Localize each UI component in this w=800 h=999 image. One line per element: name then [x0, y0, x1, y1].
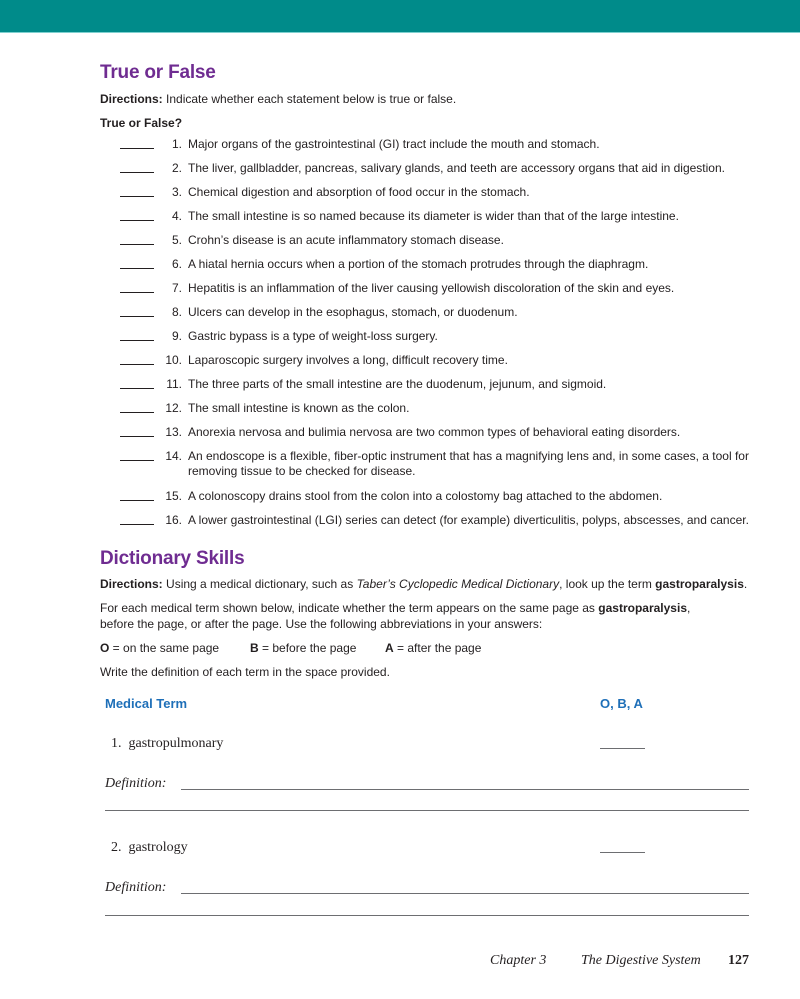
legend-item-a [385, 641, 481, 655]
answer-blank[interactable] [120, 292, 154, 293]
item-statement: The three parts of the small intestine are the duodenum, jejunum, and sigmoid. [188, 377, 607, 391]
answer-blank[interactable] [120, 436, 154, 437]
definition-label: Definition: [105, 776, 167, 791]
item-statement: Anorexia nervosa and bulimia nervosa are two common types of behavioral eating disorders. [188, 425, 681, 439]
section-heading-dictionary-skills: Dictionary Skills [100, 548, 245, 569]
column-heading-medical-term: Medical Term [105, 696, 188, 711]
true-false-subheading: True or False? [100, 116, 183, 130]
footer-chapter-title: The Digestive System [581, 953, 701, 968]
item-statement: Laparoscopic surgery involves a long, difficult recovery time. [188, 353, 508, 367]
footer-chapter: Chapter 3 [490, 953, 547, 968]
answer-blank[interactable] [120, 388, 154, 389]
definition-answer-line[interactable] [105, 810, 749, 811]
section-heading-true-false: True or False [100, 62, 216, 83]
answer-blank[interactable] [120, 460, 154, 461]
directions-label: Directions: [100, 577, 163, 591]
item-statement: A hiatal hernia occurs when a portion of the stomach protrudes through the diaphragm. [188, 257, 649, 271]
legend-key: A [385, 641, 394, 655]
lookup-term: gastroparalysis [598, 601, 687, 615]
legend-text: = after the page [393, 641, 482, 655]
answer-blank[interactable] [120, 220, 154, 221]
item-statement: Major organs of the gastrointestinal (GI) tract include the mouth and stomach. [188, 137, 600, 151]
item-number: 5. [171, 233, 182, 247]
definition-answer-line[interactable] [181, 789, 749, 790]
answer-blank[interactable] [120, 412, 154, 413]
item-number: 16. [165, 513, 182, 527]
legend-text: = on the same page [109, 641, 220, 655]
header-band [0, 0, 800, 33]
answer-blank[interactable] [120, 364, 154, 365]
instruction-text: For each medical term shown below, indicate whether the term appears on the same page as [100, 601, 599, 615]
term-text: gastrology [128, 840, 188, 855]
dictionary-instructions-line1 [100, 601, 690, 615]
legend-text: = before the page [258, 641, 357, 655]
lookup-term: gastroparalysis [655, 577, 744, 591]
answer-blank[interactable] [120, 268, 154, 269]
legend-key: O [100, 641, 110, 655]
term-number: 2. [111, 840, 122, 855]
dictionary-title: Taber’s Cyclopedic Medical Dictionary [356, 577, 560, 591]
directions-text: Indicate whether each statement below is true or false. [162, 92, 457, 106]
item-statement: The small intestine is so named because its diameter is wider than that of the large intestine. [188, 209, 679, 223]
item-statement: Chemical digestion and absorption of food occur in the stomach. [188, 185, 530, 199]
item-statement: Hepatitis is an inflammation of the liver causing yellowish discoloration of the skin and eyes. [188, 281, 675, 295]
item-number: 13. [165, 425, 182, 439]
item-number: 9. [171, 329, 182, 343]
item-statement: Gastric bypass is a type of weight-loss surgery. [188, 329, 438, 343]
item-number: 6. [171, 257, 182, 271]
footer-page-number: 127 [728, 953, 749, 968]
answer-blank[interactable] [120, 148, 154, 149]
directions-text: , look up the term [559, 577, 656, 591]
column-heading-oba: O, B, A [600, 696, 643, 711]
item-statement: Ulcers can develop in the esophagus, stomach, or duodenum. [188, 305, 518, 319]
directions-label: Directions: [100, 92, 163, 106]
item-statement: A lower gastrointestinal (LGI) series can detect (for example) diverticulitis, polyps, abscesses, and cancer. [188, 513, 749, 527]
abbreviation-legend [100, 641, 481, 655]
item-number: 10. [165, 353, 182, 367]
true-false-directions [100, 92, 456, 106]
answer-blank[interactable] [120, 316, 154, 317]
item-number: 2. [171, 161, 182, 175]
directions-text: . [743, 577, 748, 591]
medical-term-item [111, 736, 223, 752]
definition-answer-line[interactable] [181, 893, 749, 894]
item-statement: The small intestine is known as the colon. [188, 401, 410, 415]
item-number: 12. [165, 401, 182, 415]
item-statement: Crohn’s disease is an acute inflammatory stomach disease. [188, 233, 504, 247]
answer-blank[interactable] [120, 172, 154, 173]
definition-answer-line[interactable] [105, 915, 749, 916]
item-number: 15. [165, 489, 182, 503]
item-statement: The liver, gallbladder, pancreas, salivary glands, and teeth are accessory organs that aid in digestion. [188, 161, 725, 175]
write-instruction: Write the definition of each term in the space provided. [100, 665, 390, 679]
oba-answer-blank[interactable] [600, 748, 645, 749]
item-number: 4. [171, 209, 182, 223]
item-number: 7. [171, 281, 182, 295]
medical-term-item [111, 840, 188, 856]
answer-blank[interactable] [120, 196, 154, 197]
answer-blank[interactable] [120, 500, 154, 501]
directions-text: Using a medical dictionary, such as [162, 577, 357, 591]
instruction-text: , [687, 601, 691, 615]
oba-answer-blank[interactable] [600, 852, 645, 853]
definition-label: Definition: [105, 880, 167, 895]
legend-item-o [100, 641, 250, 655]
item-statement: A colonoscopy drains stool from the colon into a colostomy bag attached to the abdomen. [188, 489, 663, 503]
term-number: 1. [111, 736, 122, 751]
legend-item-b [250, 641, 385, 655]
answer-blank[interactable] [120, 340, 154, 341]
answer-blank[interactable] [120, 524, 154, 525]
dictionary-instructions-line2: before the page, or after the page. Use the following abbreviations in your answers: [100, 617, 543, 631]
item-statement: An endoscope is a flexible, fiber-optic instrument that has a magnifying lens and, in some cases, a tool for removing tissue to be checked for disease. [188, 449, 749, 478]
dictionary-directions [100, 577, 747, 591]
item-number: 14. [165, 449, 182, 463]
item-number: 8. [171, 305, 182, 319]
item-number: 3. [171, 185, 182, 199]
term-text: gastropulmonary [128, 736, 224, 751]
answer-blank[interactable] [120, 244, 154, 245]
legend-key: B [250, 641, 259, 655]
item-number: 1. [171, 137, 182, 151]
item-number: 11. [166, 377, 182, 391]
